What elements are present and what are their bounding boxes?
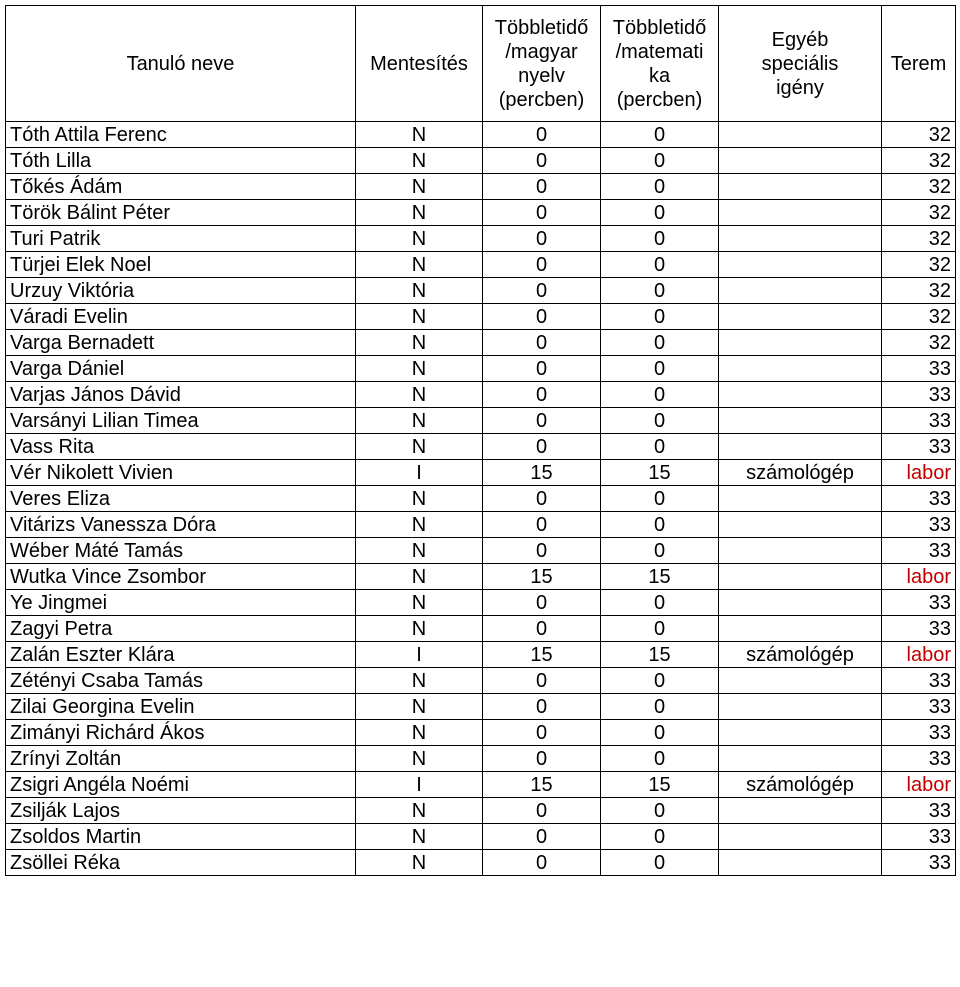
cell-extra-hungarian: 0 (483, 538, 601, 564)
cell-extra-math: 15 (601, 564, 719, 590)
table-row (6, 200, 956, 226)
table-row (6, 720, 956, 746)
cell-exemption: N (356, 304, 483, 330)
cell-special-need (719, 174, 882, 200)
table-row (6, 278, 956, 304)
cell-exemption: N (356, 616, 483, 642)
cell-extra-math: 0 (601, 122, 719, 148)
table-row (6, 148, 956, 174)
cell-extra-hungarian: 0 (483, 200, 601, 226)
table-row (6, 304, 956, 330)
cell-extra-math: 15 (601, 460, 719, 486)
cell-special-need (719, 382, 882, 408)
cell-special-need: számológép (719, 642, 882, 668)
table-row (6, 122, 956, 148)
cell-special-need (719, 408, 882, 434)
header-extra-math-line3: ka (648, 64, 671, 87)
table-row (6, 252, 956, 278)
cell-extra-math: 0 (601, 824, 719, 850)
cell-room: 33 (882, 408, 956, 434)
header-special-line2: speciális (761, 52, 839, 75)
cell-room: 32 (882, 122, 956, 148)
cell-student-name: Urzuy Viktória (6, 278, 356, 304)
cell-room: 33 (882, 824, 956, 850)
cell-extra-hungarian: 0 (483, 850, 601, 876)
cell-extra-hungarian: 0 (483, 382, 601, 408)
cell-exemption: N (356, 538, 483, 564)
cell-student-name: Wutka Vince Zsombor (6, 564, 356, 590)
table-body (6, 122, 956, 876)
cell-room: 33 (882, 486, 956, 512)
cell-room: 33 (882, 694, 956, 720)
cell-extra-hungarian: 0 (483, 226, 601, 252)
cell-extra-hungarian: 0 (483, 330, 601, 356)
cell-exemption: N (356, 590, 483, 616)
cell-student-name: Tőkés Ádám (6, 174, 356, 200)
cell-student-name: Vér Nikolett Vivien (6, 460, 356, 486)
cell-special-need (719, 356, 882, 382)
cell-student-name: Török Bálint Péter (6, 200, 356, 226)
cell-extra-hungarian: 15 (483, 460, 601, 486)
cell-room: 33 (882, 434, 956, 460)
cell-extra-hungarian: 0 (483, 408, 601, 434)
cell-exemption: N (356, 694, 483, 720)
cell-room: 33 (882, 512, 956, 538)
cell-extra-math: 0 (601, 590, 719, 616)
cell-extra-math: 0 (601, 382, 719, 408)
table-row (6, 772, 956, 798)
cell-student-name: Tóth Attila Ferenc (6, 122, 356, 148)
cell-exemption: N (356, 798, 483, 824)
cell-exemption: N (356, 356, 483, 382)
cell-extra-math: 0 (601, 668, 719, 694)
cell-extra-hungarian: 0 (483, 356, 601, 382)
cell-extra-hungarian: 0 (483, 590, 601, 616)
header-extra-hungarian-line3: nyelv (518, 64, 565, 87)
cell-extra-math: 0 (601, 200, 719, 226)
cell-student-name: Váradi Evelin (6, 304, 356, 330)
cell-student-name: Zalán Eszter Klára (6, 642, 356, 668)
cell-extra-hungarian: 15 (483, 564, 601, 590)
cell-extra-math: 0 (601, 850, 719, 876)
table-row (6, 356, 956, 382)
cell-exemption: N (356, 122, 483, 148)
cell-exemption: N (356, 330, 483, 356)
cell-extra-hungarian: 0 (483, 252, 601, 278)
cell-extra-math: 0 (601, 330, 719, 356)
cell-exemption: N (356, 148, 483, 174)
table-row (6, 668, 956, 694)
cell-exemption: N (356, 226, 483, 252)
header-extra-hungarian-line2: /magyar (505, 40, 578, 63)
cell-room: 33 (882, 356, 956, 382)
cell-extra-math: 0 (601, 278, 719, 304)
cell-special-need (719, 824, 882, 850)
cell-special-need (719, 226, 882, 252)
cell-extra-hungarian: 0 (483, 824, 601, 850)
header-extra-math-line2: /matemati (615, 40, 704, 63)
cell-special-need (719, 200, 882, 226)
cell-special-need (719, 486, 882, 512)
cell-special-need (719, 330, 882, 356)
cell-extra-math: 0 (601, 174, 719, 200)
header-room (882, 6, 956, 122)
cell-special-need: számológép (719, 460, 882, 486)
cell-extra-math: 15 (601, 772, 719, 798)
table-row (6, 824, 956, 850)
cell-exemption: N (356, 252, 483, 278)
cell-extra-hungarian: 0 (483, 434, 601, 460)
header-special-line1: Egyéb (771, 28, 829, 51)
cell-extra-hungarian: 15 (483, 772, 601, 798)
header-special-line3: igény (776, 76, 824, 99)
header-row (6, 6, 956, 122)
cell-extra-hungarian: 0 (483, 746, 601, 772)
cell-extra-hungarian: 15 (483, 642, 601, 668)
cell-exemption: N (356, 408, 483, 434)
cell-special-need (719, 850, 882, 876)
cell-room: 32 (882, 278, 956, 304)
cell-exemption: N (356, 824, 483, 850)
table-row (6, 590, 956, 616)
cell-exemption: N (356, 200, 483, 226)
cell-special-need (719, 564, 882, 590)
header-extra-math-line1: Többletidő (612, 16, 707, 39)
cell-special-need (719, 252, 882, 278)
cell-special-need (719, 122, 882, 148)
cell-room: 33 (882, 720, 956, 746)
table-row (6, 408, 956, 434)
cell-room: labor (882, 772, 956, 798)
cell-extra-hungarian: 0 (483, 694, 601, 720)
cell-student-name: Ye Jingmei (6, 590, 356, 616)
cell-exemption: N (356, 434, 483, 460)
cell-extra-math: 0 (601, 304, 719, 330)
table-row (6, 460, 956, 486)
table-row (6, 850, 956, 876)
table-row (6, 330, 956, 356)
cell-room: 33 (882, 746, 956, 772)
cell-room: 33 (882, 382, 956, 408)
cell-room: labor (882, 642, 956, 668)
cell-student-name: Varga Dániel (6, 356, 356, 382)
cell-exemption: N (356, 382, 483, 408)
table-row (6, 642, 956, 668)
cell-exemption: I (356, 460, 483, 486)
cell-room: 33 (882, 798, 956, 824)
cell-special-need (719, 512, 882, 538)
cell-student-name: Varga Bernadett (6, 330, 356, 356)
table-row (6, 382, 956, 408)
cell-exemption: I (356, 642, 483, 668)
cell-room: 32 (882, 174, 956, 200)
cell-student-name: Zsilják Lajos (6, 798, 356, 824)
student-table (5, 5, 956, 876)
cell-student-name: Zagyi Petra (6, 616, 356, 642)
table-row (6, 538, 956, 564)
cell-student-name: Vass Rita (6, 434, 356, 460)
cell-room: 32 (882, 148, 956, 174)
cell-extra-math: 0 (601, 720, 719, 746)
cell-student-name: Veres Eliza (6, 486, 356, 512)
cell-special-need (719, 590, 882, 616)
cell-special-need (719, 798, 882, 824)
cell-exemption: N (356, 486, 483, 512)
cell-student-name: Türjei Elek Noel (6, 252, 356, 278)
table-row (6, 564, 956, 590)
cell-room: 32 (882, 330, 956, 356)
cell-student-name: Zsoldos Martin (6, 824, 356, 850)
cell-student-name: Zsöllei Réka (6, 850, 356, 876)
cell-special-need (719, 148, 882, 174)
cell-student-name: Zimányi Richárd Ákos (6, 720, 356, 746)
cell-room: 33 (882, 850, 956, 876)
table-row (6, 174, 956, 200)
cell-extra-hungarian: 0 (483, 616, 601, 642)
cell-exemption: N (356, 720, 483, 746)
cell-special-need (719, 434, 882, 460)
header-extra-hungarian-line1: Többletidő (494, 16, 589, 39)
cell-student-name: Varjas János Dávid (6, 382, 356, 408)
cell-student-name: Vitárizs Vanessza Dóra (6, 512, 356, 538)
table-row (6, 616, 956, 642)
header-extra-math (601, 6, 719, 122)
cell-room: 33 (882, 538, 956, 564)
cell-exemption: N (356, 278, 483, 304)
table-row (6, 798, 956, 824)
cell-room: 32 (882, 304, 956, 330)
cell-exemption: I (356, 772, 483, 798)
cell-exemption: N (356, 746, 483, 772)
cell-extra-math: 0 (601, 408, 719, 434)
cell-student-name: Zétényi Csaba Tamás (6, 668, 356, 694)
cell-exemption: N (356, 850, 483, 876)
table-row (6, 512, 956, 538)
cell-special-need (719, 746, 882, 772)
cell-extra-hungarian: 0 (483, 148, 601, 174)
cell-room: 32 (882, 226, 956, 252)
cell-extra-math: 0 (601, 512, 719, 538)
cell-exemption: N (356, 174, 483, 200)
cell-special-need (719, 616, 882, 642)
cell-extra-hungarian: 0 (483, 122, 601, 148)
cell-extra-math: 0 (601, 616, 719, 642)
cell-exemption: N (356, 564, 483, 590)
table-row (6, 434, 956, 460)
cell-special-need (719, 278, 882, 304)
cell-special-need (719, 668, 882, 694)
cell-extra-hungarian: 0 (483, 668, 601, 694)
cell-exemption: N (356, 668, 483, 694)
cell-room: 32 (882, 252, 956, 278)
header-name-label: Tanuló neve (126, 52, 235, 75)
cell-extra-hungarian: 0 (483, 486, 601, 512)
cell-extra-hungarian: 0 (483, 798, 601, 824)
cell-special-need (719, 538, 882, 564)
header-name (6, 6, 356, 122)
table-row (6, 746, 956, 772)
cell-student-name: Zilai Georgina Evelin (6, 694, 356, 720)
header-exemption (356, 6, 483, 122)
cell-extra-math: 0 (601, 694, 719, 720)
cell-exemption: N (356, 512, 483, 538)
header-special-need (719, 6, 882, 122)
cell-special-need (719, 304, 882, 330)
cell-room: labor (882, 460, 956, 486)
table-row (6, 226, 956, 252)
header-room-label: Terem (890, 52, 947, 75)
cell-special-need: számológép (719, 772, 882, 798)
cell-extra-math: 0 (601, 486, 719, 512)
cell-extra-math: 0 (601, 746, 719, 772)
cell-extra-math: 0 (601, 798, 719, 824)
cell-extra-math: 15 (601, 642, 719, 668)
cell-room: labor (882, 564, 956, 590)
cell-extra-math: 0 (601, 356, 719, 382)
cell-extra-math: 0 (601, 434, 719, 460)
cell-room: 33 (882, 616, 956, 642)
cell-extra-math: 0 (601, 538, 719, 564)
cell-student-name: Wéber Máté Tamás (6, 538, 356, 564)
cell-room: 32 (882, 200, 956, 226)
cell-student-name: Zrínyi Zoltán (6, 746, 356, 772)
cell-student-name: Zsigri Angéla Noémi (6, 772, 356, 798)
header-extra-math-line4: (percben) (616, 88, 703, 111)
cell-extra-hungarian: 0 (483, 278, 601, 304)
cell-student-name: Varsányi Lilian Timea (6, 408, 356, 434)
cell-room: 33 (882, 590, 956, 616)
cell-extra-hungarian: 0 (483, 174, 601, 200)
cell-special-need (719, 694, 882, 720)
cell-extra-math: 0 (601, 148, 719, 174)
cell-special-need (719, 720, 882, 746)
header-exemption-label: Mentesítés (370, 52, 468, 75)
table-row (6, 486, 956, 512)
cell-extra-hungarian: 0 (483, 304, 601, 330)
cell-student-name: Turi Patrik (6, 226, 356, 252)
cell-extra-hungarian: 0 (483, 720, 601, 746)
header-extra-hungarian-line4: (percben) (498, 88, 585, 111)
cell-extra-math: 0 (601, 226, 719, 252)
cell-extra-hungarian: 0 (483, 512, 601, 538)
cell-extra-math: 0 (601, 252, 719, 278)
cell-student-name: Tóth Lilla (6, 148, 356, 174)
cell-room: 33 (882, 668, 956, 694)
header-extra-hungarian (483, 6, 601, 122)
table-row (6, 694, 956, 720)
